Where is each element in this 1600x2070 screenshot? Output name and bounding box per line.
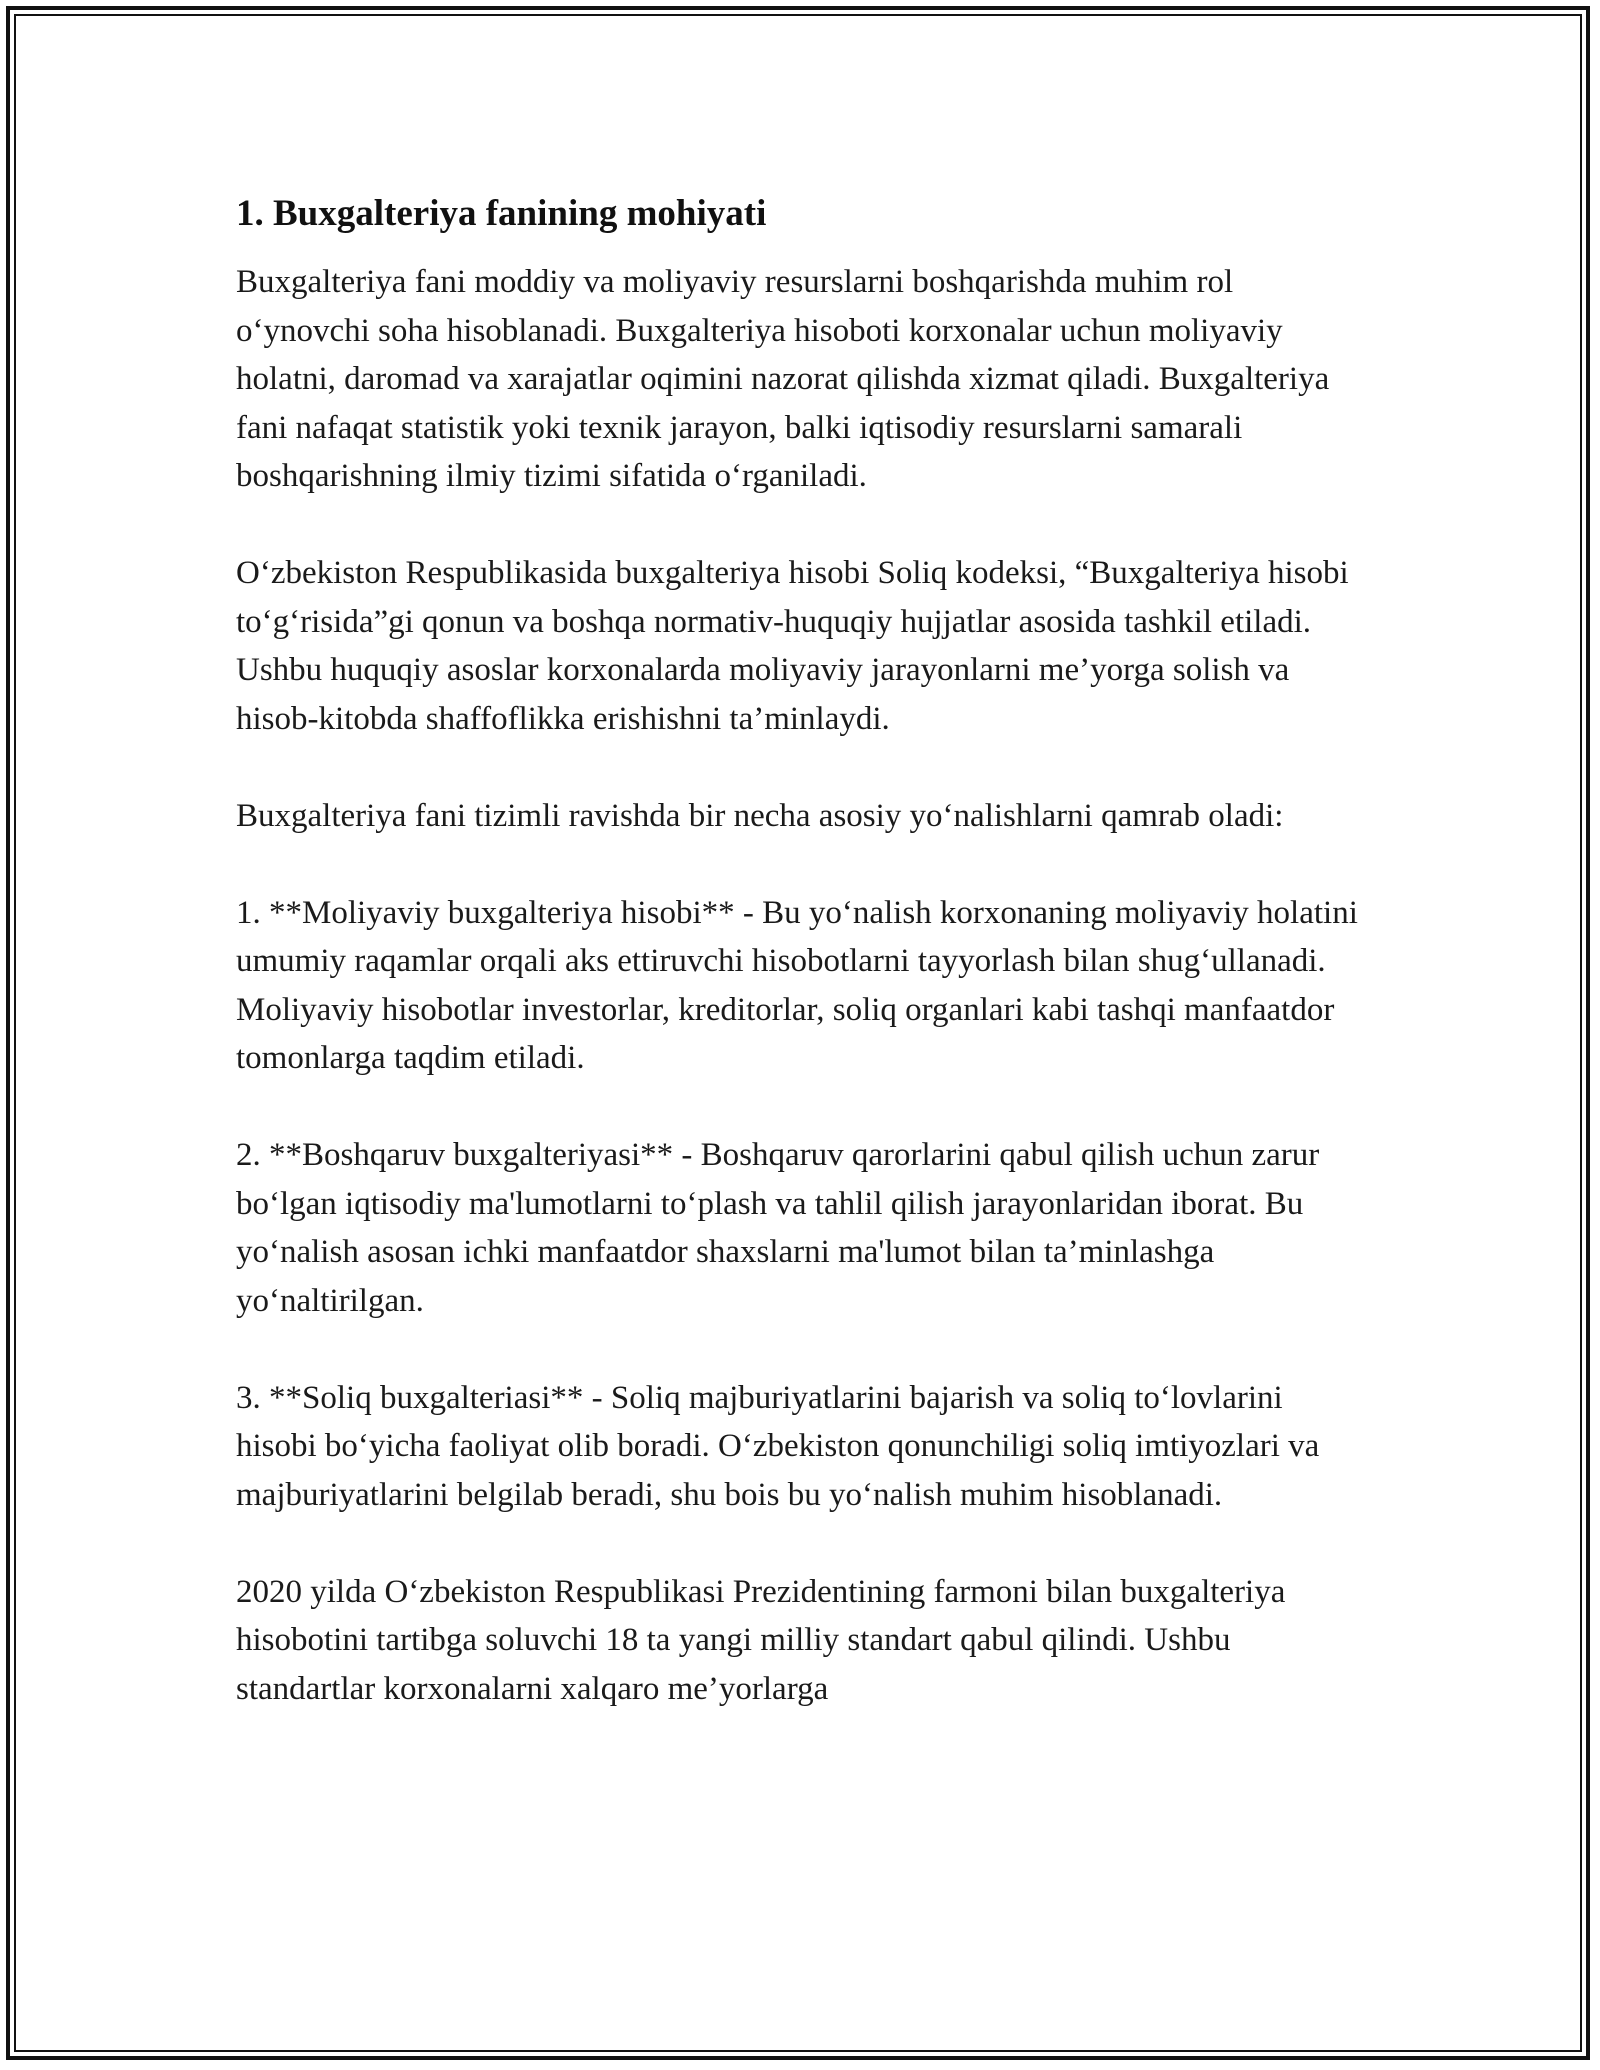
section-heading: 1. Buxgalteriya fanining mohiyati — [236, 193, 767, 234]
paragraph-intro: Buxgalteriya fani moddiy va moliyaviy resurslarni boshqarishda muhim rol o‘ynovchi soha hisoblanadi. Buxgalteriya hisoboti korxonalar uchun moliyaviy holatni, daromad va xarajatlar oqimini nazorat qilishda xizmat qiladi. Buxgalteriya fani nafaqat statistik yoki texnik jarayon, balki iqtisodiy resurslarni samarali boshqarishning ilmiy tizimi sifatida o‘rganiladi. — [236, 264, 1330, 494]
document-body — [236, 190, 1366, 1762]
list-item-management-accounting: 2. **Boshqaruv buxgalteriyasi** - Boshqaruv qarorlarini qabul qilish uchun zarur bo‘lgan iqtisodiy ma'lumotlarni to‘plash va tahlil qilish jarayonlaridan iborat. Bu yo‘nalish asosan ichki manfaatdor shaxslarni ma'lumot bilan ta’minlashga yo‘naltirilgan. — [236, 1137, 1320, 1319]
paragraph-directions-intro: Buxgalteriya fani tizimli ravishda bir necha asosiy yo‘nalishlarni qamrab oladi: — [236, 797, 1284, 834]
paragraph-standards-2020: 2020 yilda O‘zbekiston Respublikasi Prezidentining farmoni bilan buxgalteriya hisobotini tartibga soluvchi 18 ta yangi milliy standart qabul qilindi. Ushbu standartlar korxonalarni xalqaro me’yorlarga — [236, 1573, 1286, 1707]
paragraph-legal-basis: O‘zbekiston Respublikasida buxgalteriya hisobi Soliq kodeksi, “Buxgalteriya hisobi to‘g‘risida”gi qonun va boshqa normativ-huquqiy hujjatlar asosida tashkil etiladi. Ushbu huquqiy asoslar korxonalarda moliyaviy jarayonlarni me’yorga solish va hisob-kitobda shaffoflikka erishishni ta’minlaydi. — [236, 555, 1349, 737]
list-item-financial-accounting: 1. **Moliyaviy buxgalteriya hisobi** - Bu yo‘nalish korxonaning moliyaviy holatini umumiy raqamlar orqali aks ettiruvchi hisobotlarni tayyorlash bilan shug‘ullanadi. Moliyaviy hisobotlar investorlar, kreditorlar, soliq organlari kabi tashqi manfaatdor tomonlarga taqdim etiladi. — [236, 894, 1358, 1076]
list-item-tax-accounting: 3. **Soliq buxgalteriasi** - Soliq majburiyatlarini bajarish va soliq to‘lovlarini hisobi bo‘yicha faoliyat olib boradi. O‘zbekiston qonunchiligi soliq imtiyozlari va majburiyatlarini belgilab beradi, shu bois bu yo‘nalish muhim hisoblanadi. — [236, 1379, 1320, 1513]
